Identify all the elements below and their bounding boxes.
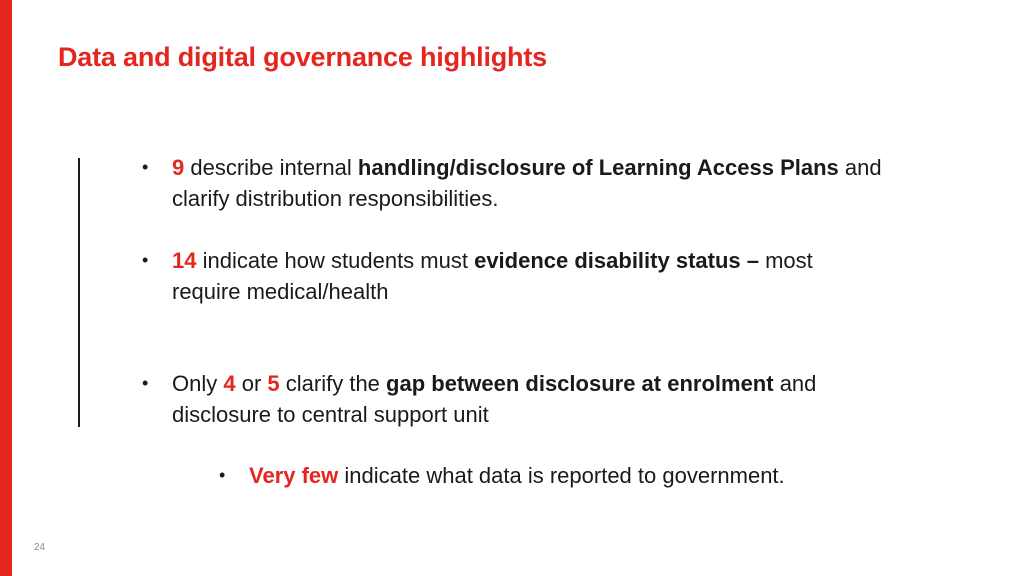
bold-phrase: gap between disclosure at enrolment	[386, 371, 774, 396]
text-segment: and disclosure to central support unit	[172, 371, 817, 427]
bullet-text	[219, 460, 959, 491]
left-accent-bar	[0, 0, 12, 576]
text-segment: Only	[172, 371, 224, 396]
highlight-count: 9	[172, 155, 185, 180]
bold-phrase: evidence disability status –	[474, 248, 759, 273]
bullet-text	[142, 368, 902, 430]
text-segment: indicate how students must	[196, 248, 475, 273]
bullet-dot-icon: •	[142, 373, 149, 393]
bold-phrase: handling/disclosure of Learning Access Plans	[357, 155, 839, 180]
text-segment: indicate what data is reported to government.	[338, 463, 785, 488]
text-segment: clarify the	[279, 371, 387, 396]
bullet-dot-icon: •	[142, 250, 149, 270]
bullet-item-1	[142, 152, 882, 214]
highlight-phrase: Very few	[249, 463, 339, 488]
bullet-dot-icon: •	[219, 465, 226, 485]
text-segment: describe internal	[184, 155, 358, 180]
bullet-dot-icon: •	[142, 157, 149, 177]
bullet-text	[142, 152, 882, 214]
slide-title: Data and digital governance highlights	[58, 42, 547, 72]
text-segment: most require medical/health	[172, 248, 813, 304]
bullet-item-2	[142, 245, 882, 307]
bullet-text	[142, 245, 882, 307]
bullet-item-3	[142, 368, 902, 430]
highlight-count: 4	[223, 371, 236, 396]
page-number: 24	[34, 542, 46, 553]
vertical-divider	[78, 158, 80, 427]
bullet-item-4	[219, 460, 959, 491]
text-segment: or	[235, 371, 268, 396]
highlight-count: 5	[267, 371, 280, 396]
highlight-count: 14	[172, 248, 197, 273]
text-segment: and clarify distribution responsibilities.	[172, 155, 882, 211]
